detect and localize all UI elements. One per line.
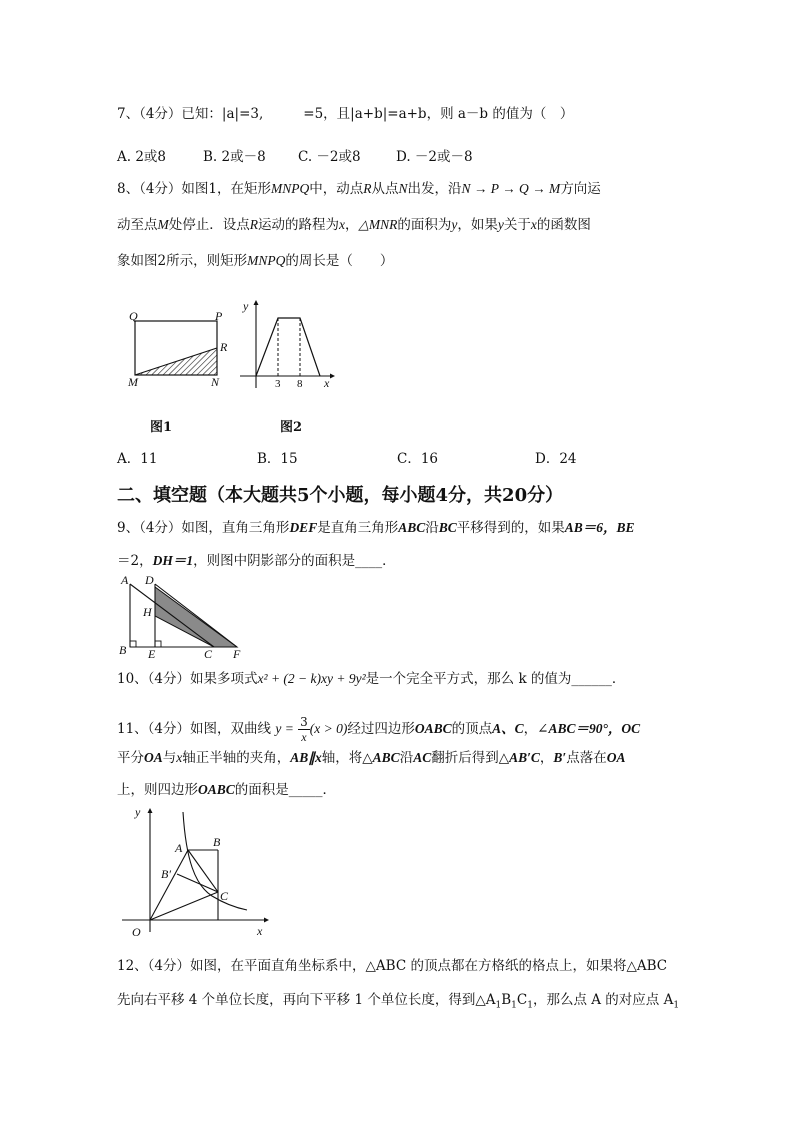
- tick-8: 8: [297, 378, 303, 390]
- q8-line-2: 动至点M处停止．设点R运动的路程为x，△MNR的面积为y，如果y关于x的函数图: [117, 217, 591, 233]
- q8-option-a[interactable]: A．11: [117, 451, 158, 467]
- q8-figure-1: [125, 305, 240, 390]
- label-y: y: [243, 299, 249, 313]
- axis-x-arrow: [330, 374, 335, 379]
- q8-option-b[interactable]: B．15: [257, 451, 298, 467]
- q8-line-3: 象如图2所示，则矩形MNPQ的周长是（ ）: [117, 253, 394, 269]
- label-d: D: [145, 573, 154, 587]
- hyperbola: [183, 812, 247, 910]
- label-bprime: B′: [161, 867, 171, 881]
- q7-stem: 7、（4分）已知：|a|=3, =5，且|a+b|=a+b，则 a－b 的值为（ ）: [117, 106, 574, 122]
- q8-option-c[interactable]: C．16: [397, 451, 439, 467]
- tick-3: 3: [275, 378, 281, 390]
- q7-option-d[interactable]: D. －2或－8: [396, 149, 473, 165]
- q10-line: 10、（4分）如果多项式x² + (2 − k)xy + 9y²是一个完全平方式，那么 k 的值为______．: [117, 671, 626, 687]
- segment-oc: [150, 892, 218, 920]
- axis-x-arrow: [264, 918, 269, 923]
- label-e: E: [148, 647, 156, 661]
- label-x: x: [324, 376, 330, 390]
- label-b: B: [213, 835, 221, 849]
- q11-line-1: 11、（4分）如图，双曲线 y = $\frac{3}{x}$ (x > 0)经过四边形OABC的顶点A、C，∠ABC＝90°，OC: [117, 715, 641, 744]
- section-title: 二、填空题（本大题共5个小题，每小题4分，共20分）: [117, 485, 564, 506]
- label-c: C: [204, 647, 213, 661]
- label-a: A: [175, 841, 183, 855]
- label-r: R: [220, 340, 228, 354]
- label-x: x: [257, 924, 263, 938]
- q7-option-c[interactable]: C. －2或8: [298, 149, 361, 165]
- label-p: P: [215, 309, 223, 323]
- q9-figure: [117, 572, 247, 660]
- q7-option-b[interactable]: B. 2或－8: [203, 149, 266, 165]
- label-q: Q: [129, 309, 138, 323]
- q10-polynomial: x² + (2 − k)xy + 9y²: [257, 671, 366, 686]
- label-a: A: [121, 573, 129, 587]
- q8-figure-2: [238, 298, 338, 390]
- q12-line-1: 12、（4分）如图，在平面直角坐标系中，△ABC 的顶点都在方格纸的格点上，如果将△ABC: [117, 958, 668, 974]
- function-graph: [256, 318, 320, 376]
- right-angle-b: [130, 641, 136, 647]
- triangle-mnr: [135, 348, 217, 375]
- q9-line-2: ＝2，DH＝1，则图中阴影部分的面积是____．: [117, 553, 396, 569]
- label-h: H: [143, 605, 152, 619]
- q11-line-2: 平分OA与x轴正半轴的夹角，AB∥x轴，将△ABC沿AC翻折后得到△AB′C，B′点落在OA: [117, 750, 626, 766]
- q8-option-d[interactable]: D．24: [535, 451, 577, 467]
- right-angle-e: [155, 641, 161, 647]
- label-f: F: [233, 647, 241, 661]
- q9-line-1: 9、（4分）如图，直角三角形DEF是直角三角形ABC沿BC平移得到的，如果AB＝6，BE: [117, 520, 635, 536]
- axis-y-arrow: [254, 300, 259, 305]
- figure-1-caption: 图1: [150, 420, 173, 435]
- label-y: y: [135, 805, 141, 819]
- figure-2-caption: 图2: [280, 420, 303, 435]
- q11-figure: [117, 800, 277, 940]
- label-n: N: [211, 375, 220, 389]
- fraction-3-over-x: $\frac{3}{x}$: [300, 715, 308, 744]
- q11-line-3: 上，则四边形OABC的面积是_____．: [117, 782, 337, 798]
- axis-y-arrow: [148, 808, 153, 813]
- q8-line-1: 8、（4分）如图1，在矩形MNPQ中，动点R从点N出发，沿N → P → Q → M方向运: [117, 181, 601, 197]
- segment-oa: [150, 850, 188, 920]
- q12-line-2: 先向右平移 4 个单位长度，再向下平移 1 个单位长度，得到$\triangle A_1B_1C_1$，那么点 A 的对应点 $A_1$: [117, 992, 680, 1011]
- label-o: O: [132, 925, 141, 939]
- q7-option-a[interactable]: A. 2或8: [117, 149, 167, 165]
- label-m: M: [128, 375, 138, 389]
- label-c: C: [220, 889, 229, 903]
- label-b: B: [119, 643, 127, 657]
